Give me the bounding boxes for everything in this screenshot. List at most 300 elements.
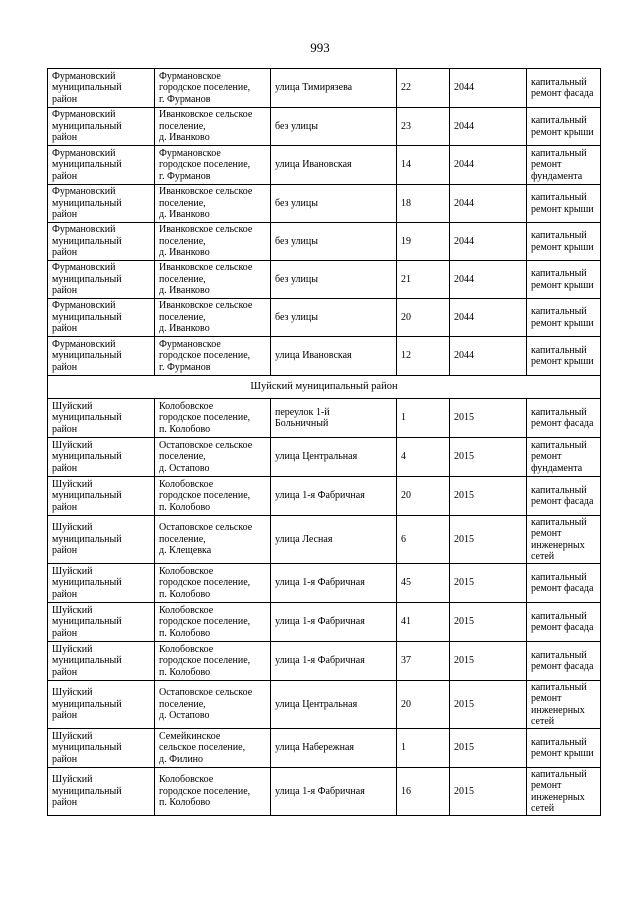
district-line: муниципальный: [52, 350, 122, 362]
page-number: 993: [310, 40, 330, 55]
repair-year-cell: 2044: [450, 223, 527, 261]
work-type-line: капитальный: [531, 736, 587, 748]
settlement-line: д. Иванково: [159, 132, 210, 144]
settlement-line: Иванковское сельское: [159, 186, 253, 198]
house-number-cell: 20: [397, 299, 450, 337]
house-number-cell: 16: [397, 768, 450, 816]
work-type-cell: [527, 729, 601, 768]
settlement-line: п. Колобово: [159, 797, 211, 809]
work-type-line: сетей: [531, 716, 555, 727]
street-cell: [271, 146, 397, 185]
district-line: район: [52, 285, 78, 297]
settlement-line: г. Фурманов: [159, 170, 211, 182]
district-cell: [48, 69, 155, 108]
street-cell: [271, 477, 397, 516]
district-line: муниципальный: [52, 616, 122, 628]
district-line: Шуйский: [52, 604, 93, 616]
house-number-cell: 6: [397, 516, 450, 564]
street-cell: [271, 729, 397, 768]
settlement-line: городское поселение,: [159, 82, 251, 94]
settlement-line: сельское поселение,: [159, 742, 246, 754]
street-cell: [271, 261, 397, 299]
district-cell: [48, 146, 155, 185]
street-cell: [271, 516, 397, 564]
street-line: без улицы: [275, 120, 318, 132]
table-row: [48, 261, 601, 299]
house-number-cell: 18: [397, 185, 450, 223]
work-type-line: капитальный: [531, 406, 587, 418]
repair-year-cell: 2015: [450, 564, 527, 603]
settlement-line: Колобовское: [159, 774, 214, 786]
district-cell: [48, 261, 155, 299]
street-line: без улицы: [275, 197, 318, 209]
street-line: улица Центральная: [275, 698, 358, 710]
work-type-line: капитальный: [531, 768, 587, 780]
district-line: район: [52, 247, 78, 259]
district-line: район: [52, 753, 78, 765]
street-cell: [271, 108, 397, 146]
street-line: улица 1-я Фабричная: [275, 490, 365, 502]
settlement-line: п. Колобово: [159, 588, 211, 600]
work-type-line: ремонт: [531, 451, 562, 463]
district-line: муниципальный: [52, 451, 122, 463]
settlement-line: поселение,: [159, 533, 206, 545]
work-type-cell: [527, 299, 601, 337]
settlement-line: д. Остапово: [159, 462, 210, 474]
repair-year-cell: 2015: [450, 642, 527, 681]
settlement-line: Колобовское: [159, 565, 214, 577]
district-line: муниципальный: [52, 120, 122, 132]
district-line: муниципальный: [52, 273, 122, 285]
street-line: без улицы: [275, 273, 318, 285]
table-row: [48, 603, 601, 642]
settlement-line: Фурмановское: [159, 338, 221, 350]
district-line: район: [52, 361, 78, 373]
table-row: [48, 516, 601, 564]
work-type-cell: [527, 681, 601, 729]
district-line: район: [52, 170, 78, 182]
work-type-line: капитальный: [531, 610, 587, 622]
settlement-line: Колобовское: [159, 643, 214, 655]
settlement-line: Остаповское сельское: [159, 687, 253, 699]
table-row: [48, 642, 601, 681]
table-row: [48, 223, 601, 261]
settlement-line: Иванковское сельское: [159, 300, 253, 312]
street-cell: [271, 642, 397, 681]
district-cell: [48, 642, 155, 681]
district-line: муниципальный: [52, 742, 122, 754]
district-line: Шуйский: [52, 439, 93, 451]
work-type-cell: [527, 477, 601, 516]
street-line: улица Ивановская: [275, 350, 352, 362]
settlement-line: Семейкинское: [159, 730, 221, 742]
district-cell: [48, 399, 155, 438]
work-type-line: капитальный: [531, 230, 587, 241]
settlement-line: п. Колобово: [159, 501, 211, 513]
work-type-line: ремонт фасада: [531, 418, 594, 429]
settlement-line: Иванковское сельское: [159, 262, 253, 274]
district-cell: [48, 438, 155, 477]
repair-year-cell: 2044: [450, 108, 527, 146]
settlement-cell: [155, 642, 271, 681]
work-type-line: ремонт крыши: [531, 279, 594, 291]
house-number-cell: 1: [397, 729, 450, 768]
settlement-cell: [155, 261, 271, 299]
district-line: Шуйский: [52, 522, 93, 534]
district-cell: [48, 681, 155, 729]
work-type-line: капитальный: [531, 571, 587, 583]
work-type-cell: [527, 69, 601, 108]
district-line: район: [52, 462, 78, 474]
settlement-line: городское поселение,: [159, 490, 251, 502]
district-line: муниципальный: [52, 197, 122, 209]
house-number-cell: 23: [397, 108, 450, 146]
table-row: [48, 729, 601, 768]
house-number-cell: 14: [397, 146, 450, 185]
table-row: [48, 681, 601, 729]
district-line: муниципальный: [52, 533, 122, 545]
repair-year-cell: 2015: [450, 477, 527, 516]
settlement-cell: [155, 729, 271, 768]
district-line: муниципальный: [52, 577, 122, 589]
work-type-cell: [527, 337, 601, 376]
work-type-line: ремонт крыши: [531, 126, 594, 138]
work-type-cell: [527, 223, 601, 261]
settlement-line: городское поселение,: [159, 159, 251, 171]
work-type-line: инженерных: [531, 539, 585, 551]
district-cell: [48, 108, 155, 146]
settlement-line: Иванковское сельское: [159, 224, 253, 236]
district-line: Шуйский: [52, 643, 93, 655]
settlement-cell: [155, 223, 271, 261]
street-line: улица Тимирязева: [275, 82, 353, 94]
work-type-line: капитальный: [531, 306, 587, 317]
settlement-line: д. Филино: [159, 753, 204, 765]
work-type-line: инженерных: [531, 704, 585, 716]
district-line: район: [52, 588, 78, 600]
table-row: [48, 337, 601, 376]
settlement-line: поселение,: [159, 197, 206, 209]
work-type-line: ремонт фасада: [531, 661, 594, 672]
settlement-line: д. Иванково: [159, 323, 210, 335]
section-title: Шуйский муниципальный район: [48, 376, 601, 399]
district-line: район: [52, 209, 78, 221]
district-line: Фурмановский: [52, 262, 116, 274]
district-cell: [48, 477, 155, 516]
house-number-cell: 12: [397, 337, 450, 376]
work-type-line: ремонт фасада: [531, 622, 594, 633]
settlement-cell: [155, 299, 271, 337]
settlement-line: Фурмановское: [159, 70, 221, 82]
settlement-line: п. Колобово: [159, 627, 211, 639]
work-type-line: ремонт: [531, 159, 562, 171]
district-cell: [48, 337, 155, 376]
district-cell: [48, 185, 155, 223]
work-type-cell: [527, 603, 601, 642]
settlement-cell: [155, 146, 271, 185]
settlement-line: городское поселение,: [159, 785, 251, 797]
settlement-line: Фурмановское: [159, 147, 221, 159]
repair-year-cell: 2044: [450, 69, 527, 108]
district-cell: [48, 564, 155, 603]
work-type-line: инженерных: [531, 791, 585, 803]
work-type-line: ремонт крыши: [531, 317, 594, 329]
district-line: Шуйский: [52, 730, 93, 742]
street-cell: [271, 564, 397, 603]
street-line: улица 1-я Фабричная: [275, 577, 365, 589]
settlement-line: поселение,: [159, 698, 206, 710]
district-line: район: [52, 666, 78, 678]
table-row: [48, 108, 601, 146]
work-type-line: капитальный: [531, 268, 587, 279]
street-cell: [271, 399, 397, 438]
repair-registry-table: [47, 68, 601, 816]
table-row: [48, 69, 601, 108]
district-line: район: [52, 627, 78, 639]
settlement-line: г. Фурманов: [159, 93, 211, 105]
repair-year-cell: 2015: [450, 768, 527, 816]
district-line: Фурмановский: [52, 70, 116, 82]
settlement-line: Колобовское: [159, 478, 214, 490]
settlement-cell: [155, 564, 271, 603]
work-type-cell: [527, 146, 601, 185]
work-type-line: ремонт: [531, 693, 562, 704]
work-type-line: ремонт крыши: [531, 748, 594, 759]
settlement-line: поселение,: [159, 120, 206, 132]
settlement-cell: [155, 337, 271, 376]
street-cell: [271, 603, 397, 642]
district-line: район: [52, 132, 78, 144]
work-type-line: капитальный: [531, 115, 587, 126]
repair-year-cell: 2015: [450, 399, 527, 438]
work-type-line: сетей: [531, 551, 555, 562]
settlement-line: поселение,: [159, 311, 206, 323]
settlement-line: п. Колобово: [159, 666, 211, 678]
street-cell: [271, 438, 397, 477]
district-line: Фурмановский: [52, 109, 116, 121]
district-cell: [48, 768, 155, 816]
district-line: район: [52, 323, 78, 335]
district-line: район: [52, 545, 78, 557]
work-type-line: капитальный: [531, 147, 587, 159]
district-line: район: [52, 710, 78, 722]
district-line: муниципальный: [52, 698, 122, 710]
district-line: район: [52, 93, 78, 105]
table-row: [48, 399, 601, 438]
street-cell: [271, 681, 397, 729]
district-line: муниципальный: [52, 655, 122, 667]
work-type-line: капитальный: [531, 649, 587, 661]
house-number-cell: 4: [397, 438, 450, 477]
settlement-cell: [155, 681, 271, 729]
table-row: [48, 146, 601, 185]
work-type-line: капитальный: [531, 681, 587, 693]
street-cell: [271, 768, 397, 816]
settlement-line: д. Остапово: [159, 710, 210, 722]
district-cell: [48, 603, 155, 642]
work-type-line: капитальный: [531, 516, 587, 528]
house-number-cell: 20: [397, 681, 450, 729]
work-type-cell: [527, 438, 601, 477]
district-line: район: [52, 423, 78, 435]
settlement-line: поселение,: [159, 273, 206, 285]
district-line: Шуйский: [52, 774, 93, 786]
settlement-line: д. Клещевка: [159, 545, 212, 557]
street-line: улица Ивановская: [275, 159, 352, 171]
district-line: муниципальный: [52, 412, 122, 424]
district-line: район: [52, 797, 78, 809]
section-header-row: [48, 376, 601, 399]
district-line: Фурмановский: [52, 338, 116, 350]
street-cell: [271, 185, 397, 223]
work-type-line: ремонт крыши: [531, 356, 594, 367]
settlement-line: д. Иванково: [159, 209, 210, 221]
settlement-cell: [155, 516, 271, 564]
work-type-cell: [527, 399, 601, 438]
settlement-line: Иванковское сельское: [159, 109, 253, 121]
repair-year-cell: 2015: [450, 603, 527, 642]
table-row: [48, 185, 601, 223]
settlement-line: Колобовское: [159, 400, 214, 412]
repair-year-cell: 2015: [450, 438, 527, 477]
settlement-cell: [155, 438, 271, 477]
work-type-line: капитальный: [531, 484, 587, 496]
work-type-line: капитальный: [531, 344, 587, 356]
work-type-cell: [527, 185, 601, 223]
district-cell: [48, 223, 155, 261]
settlement-cell: [155, 108, 271, 146]
street-line: улица Набережная: [275, 742, 354, 754]
work-type-cell: [527, 642, 601, 681]
work-type-cell: [527, 108, 601, 146]
work-type-cell: [527, 768, 601, 816]
work-type-line: сетей: [531, 803, 555, 814]
house-number-cell: 21: [397, 261, 450, 299]
work-type-line: капитальный: [531, 76, 587, 88]
settlement-cell: [155, 185, 271, 223]
settlement-line: д. Иванково: [159, 247, 210, 259]
settlement-line: городское поселение,: [159, 412, 251, 424]
settlement-line: городское поселение,: [159, 350, 251, 362]
work-type-line: капитальный: [531, 192, 587, 203]
street-line: улица 1-я Фабричная: [275, 616, 365, 628]
house-number-cell: 20: [397, 477, 450, 516]
district-cell: [48, 516, 155, 564]
district-line: Шуйский: [52, 687, 93, 699]
settlement-cell: [155, 69, 271, 108]
house-number-cell: 22: [397, 69, 450, 108]
street-cell: [271, 69, 397, 108]
repair-year-cell: 2044: [450, 299, 527, 337]
district-line: муниципальный: [52, 311, 122, 323]
settlement-cell: [155, 603, 271, 642]
work-type-line: ремонт фасада: [531, 88, 594, 99]
table-row: [48, 477, 601, 516]
street-line: переулок 1-й: [275, 406, 330, 418]
table-row: [48, 564, 601, 603]
table-row: [48, 768, 601, 816]
table-row: [48, 438, 601, 477]
street-cell: [271, 337, 397, 376]
district-line: муниципальный: [52, 490, 122, 502]
settlement-line: городское поселение,: [159, 577, 251, 589]
work-type-cell: [527, 564, 601, 603]
settlement-line: городское поселение,: [159, 655, 251, 667]
work-type-line: капитальный: [531, 439, 587, 451]
settlement-line: поселение,: [159, 235, 206, 247]
house-number-cell: 37: [397, 642, 450, 681]
district-line: Фурмановский: [52, 147, 116, 159]
table-row: [48, 299, 601, 337]
district-line: муниципальный: [52, 235, 122, 247]
district-line: Фурмановский: [52, 224, 116, 236]
street-line: Больничный: [275, 418, 329, 429]
settlement-line: городское поселение,: [159, 616, 251, 628]
district-line: Шуйский: [52, 565, 93, 577]
district-cell: [48, 299, 155, 337]
repair-year-cell: 2015: [450, 729, 527, 768]
house-number-cell: 1: [397, 399, 450, 438]
district-line: муниципальный: [52, 159, 122, 171]
repair-year-cell: 2044: [450, 261, 527, 299]
registry-body: [48, 69, 601, 816]
repair-year-cell: 2015: [450, 516, 527, 564]
district-line: Фурмановский: [52, 300, 116, 312]
house-number-cell: 19: [397, 223, 450, 261]
street-line: улица Лесная: [275, 533, 333, 545]
work-type-line: ремонт: [531, 780, 562, 791]
repair-year-cell: 2044: [450, 185, 527, 223]
settlement-cell: [155, 477, 271, 516]
settlement-line: п. Колобово: [159, 423, 211, 435]
settlement-line: Остаповское сельское: [159, 522, 253, 534]
work-type-line: ремонт фасада: [531, 583, 594, 594]
work-type-line: ремонт крыши: [531, 241, 594, 253]
work-type-cell: [527, 261, 601, 299]
house-number-cell: 45: [397, 564, 450, 603]
district-line: муниципальный: [52, 785, 122, 797]
settlement-line: г. Фурманов: [159, 361, 211, 373]
settlement-cell: [155, 399, 271, 438]
district-line: Фурмановский: [52, 186, 116, 198]
work-type-line: ремонт: [531, 528, 562, 539]
street-line: без улицы: [275, 311, 318, 323]
street-line: улица 1-я Фабричная: [275, 785, 365, 797]
district-line: муниципальный: [52, 82, 122, 94]
work-type-line: фундамента: [531, 170, 583, 182]
house-number-cell: 41: [397, 603, 450, 642]
repair-year-cell: 2015: [450, 681, 527, 729]
settlement-cell: [155, 768, 271, 816]
settlement-line: поселение,: [159, 451, 206, 463]
settlement-line: д. Иванково: [159, 285, 210, 297]
district-cell: [48, 729, 155, 768]
district-line: Шуйский: [52, 400, 93, 412]
work-type-line: ремонт крыши: [531, 203, 594, 215]
work-type-line: ремонт фасада: [531, 496, 594, 507]
street-line: без улицы: [275, 235, 318, 247]
work-type-line: фундамента: [531, 462, 583, 474]
repair-year-cell: 2044: [450, 146, 527, 185]
street-line: улица 1-я Фабричная: [275, 655, 365, 667]
street-cell: [271, 223, 397, 261]
street-cell: [271, 299, 397, 337]
settlement-line: Колобовское: [159, 604, 214, 616]
district-line: Шуйский: [52, 478, 93, 490]
repair-year-cell: 2044: [450, 337, 527, 376]
settlement-line: Остаповское сельское: [159, 439, 253, 451]
district-line: район: [52, 501, 78, 513]
